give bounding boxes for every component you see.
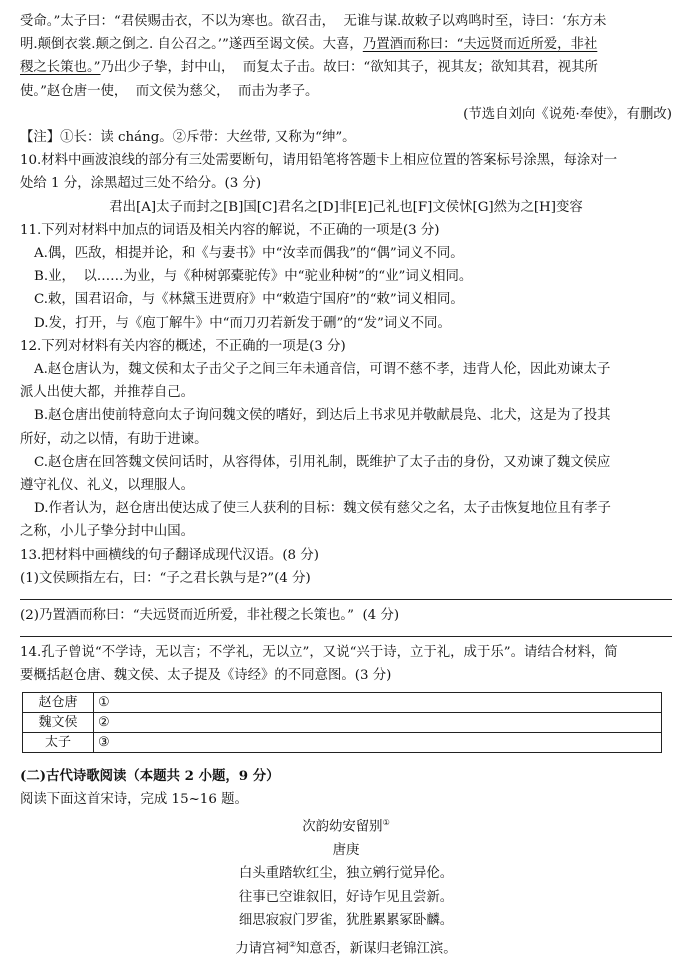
question-stem: 10.材料中画波浪线的部分有三处需要断句，请用铅笔将答题卡上相应位置的答案标号涂黑，每涂对一 — [20, 153, 618, 169]
row-label: 赵仓唐 — [23, 692, 94, 712]
translate-item-2: (2)乃置酒而称曰：“夫远贤而近所爱，非社稷之长策也。” (4 分) — [20, 608, 400, 624]
option-b: B.业， 以……为业，与《种树郭橐驼传》中“驼业种树”的“业”词义相同。 — [34, 269, 473, 285]
option-a: A.赵仓唐认为，魏文侯和太子击父子之间三年未通音信，可谓不慈不孝，违背人伦，因此劝谏太子 — [34, 362, 611, 378]
option-b-cont: 所好，动之以情，有助于进谏。 — [20, 431, 208, 447]
row-answer: ② — [94, 712, 662, 732]
option-d: D.发，打开，与《庖丁解牛》中“而刀刃若新发于硎”的“发”词义不同。 — [34, 315, 451, 331]
punctuation-sentence: 君出[A]太子而封之[B]国[C]君名之[D]非[E]己礼也[F]文侯怵[G]然为之[H]变容 — [109, 199, 583, 215]
table-row — [23, 732, 662, 752]
footnote-marker: ① — [382, 818, 390, 828]
option-c: C.敕，国君诏命，与《林黛玉进贾府》中“敕造宁国府”的“敕”词义相同。 — [34, 292, 464, 308]
question-14 — [20, 641, 672, 752]
option-a-cont: 派人出使大都，并推荐自己。 — [20, 385, 195, 401]
poem-line: 细思寂寂门罗雀，犹胜累累冢卧麟。 — [238, 913, 454, 929]
question-stem: 处给 1 分，涂黑超过三处不给分。(3 分) — [20, 176, 262, 192]
underlined-sentence: 稷之长策也。” — [20, 60, 101, 76]
option-b: B.赵仓唐出使前特意向太子询问魏文侯的嗜好，到达后上书求见并敬献晨凫、北犬，这是为了投其 — [34, 408, 611, 424]
spacer — [20, 753, 672, 765]
poem-title-text: 次韵幼安留别 — [302, 819, 383, 835]
question-12 — [20, 335, 672, 544]
row-answer: ① — [94, 692, 662, 712]
row-answer: ③ — [94, 732, 662, 752]
passage-line: 使。”赵仓唐一使， 而文侯为慈父， 而击为孝子。 — [20, 83, 319, 99]
question-stem: 12.下列对材料有关内容的概述，不正确的一项是(3 分) — [20, 338, 346, 354]
answer-line — [20, 599, 672, 600]
poem — [20, 811, 672, 960]
question-stem: 11.下列对材料中加点的词语及相关内容的解说，不正确的一项是(3 分) — [20, 222, 440, 238]
question-stem: 要概括赵仓唐、魏文侯、太子提及《诗经》的不同意图。(3 分) — [20, 668, 392, 684]
question-10 — [20, 149, 672, 219]
underlined-sentence: 乃置酒而称曰：“夫远贤而近所爱，非社 — [362, 37, 598, 53]
poem-line-text: 力请宫祠 — [235, 941, 289, 957]
question-11 — [20, 219, 672, 335]
footnote-marker: ② — [288, 939, 297, 949]
section-2 — [20, 765, 672, 960]
option-c-cont: 遵守礼仪、礼义，以理服人。 — [20, 478, 195, 494]
question-13 — [20, 544, 672, 638]
option-d-cont: 之称，小儿子挚分封中山国。 — [20, 524, 195, 540]
poem-line: 往事已空谁叙旧，好诗乍见且尝新。 — [238, 889, 454, 905]
poem-author: 唐庚 — [332, 842, 360, 858]
poem-line — [20, 933, 672, 960]
question-stem: 13.把材料中画横线的句子翻译成现代汉语。(8 分) — [20, 547, 319, 563]
row-label: 太子 — [23, 732, 94, 752]
passage-line — [20, 56, 672, 79]
passage — [20, 10, 672, 149]
row-label: 魏文侯 — [23, 712, 94, 732]
question-stem: 14.孔子曾说“不学诗，无以言；不学礼，无以立”，又说“兴于诗，立于礼，成于乐”。请结合材料，简 — [20, 645, 618, 661]
option-d: D.作者认为，赵仓唐出使达成了使三人获利的目标：魏文侯有慈父之名，太子击恢复地位且有孝子 — [34, 501, 611, 517]
poem-line: 白头重踏软红尘，独立鹓行觉异伦。 — [238, 866, 454, 882]
section-intro: 阅读下面这首宋诗，完成 15~16 题。 — [20, 791, 248, 807]
exam-page — [20, 10, 672, 960]
passage-note: 【注】①长：读 cháng。②斥带：大丝带, 又称为“绅”。 — [20, 130, 356, 146]
translate-item-1: (1)文侯顾指左右，曰：“子之君长孰与是?”(4 分) — [20, 570, 311, 586]
passage-text: 明.颠倒衣裳.颠之倒之. 自公召之。’”遂西至谒文侯。大喜， — [20, 37, 363, 53]
option-a: A.偶，匹敌，相提并论，和《与妻书》中“汝幸而偶我”的“偶”词义不同。 — [34, 246, 464, 262]
poem-line-text: 知意否，新谋归老锦江滨。 — [296, 941, 457, 957]
passage-line: 受命。”太子曰：“君侯赐击衣，不以为寒也。欲召击， 无谁与谋.故敕子以鸡鸣时至，诗曰：‘东方未 — [20, 14, 607, 29]
passage-source: (节选自刘向《说苑·奉使》，有删改) — [463, 106, 672, 122]
answer-line — [20, 636, 672, 637]
passage-line — [20, 33, 672, 56]
section-heading: (二)古代诗歌阅读（本题共 2 小题，9 分） — [20, 767, 280, 784]
answer-table — [22, 692, 662, 753]
option-c: C.赵仓唐在回答魏文侯问话时，从容得体，引用礼制，既维护了太子击的身份，又劝谏了魏文侯应 — [34, 454, 611, 470]
table-row — [23, 692, 662, 712]
poem-title — [20, 811, 672, 839]
table-row — [23, 712, 662, 732]
passage-text: 乃出少子挚，封中山， 而复太子击。故曰：“欲知其子，视其友；欲知其君，视其所 — [100, 60, 598, 76]
